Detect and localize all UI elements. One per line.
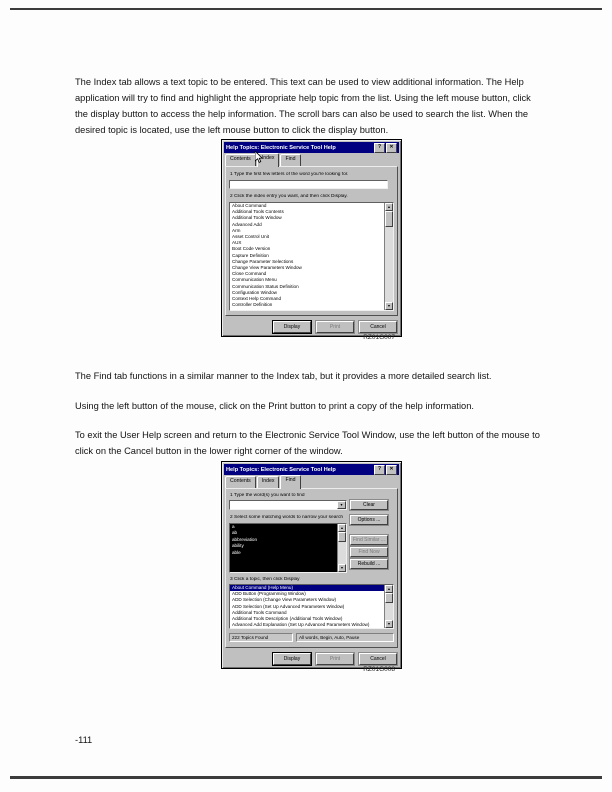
find-status-bar — [229, 633, 394, 642]
list-item[interactable]: able — [232, 549, 241, 555]
titlebar-buttons — [374, 465, 397, 475]
scroll-down-icon[interactable]: ▼ — [385, 302, 393, 310]
help-dialog-find — [221, 461, 402, 669]
topic-items — [230, 585, 384, 628]
mouse-cursor-icon — [255, 151, 263, 163]
list-item[interactable]: ADD Selection (Change View Parameters Window) — [232, 597, 337, 603]
list-item[interactable]: Context Help Command — [232, 296, 282, 302]
list-item[interactable]: Advanced Add Explanation (Set Up Advanced Parameters Window) — [232, 622, 370, 628]
page-top-rule — [10, 8, 602, 10]
find-word-combobox[interactable] — [229, 500, 347, 510]
print-button[interactable]: Print — [316, 321, 354, 333]
list-item[interactable]: ADD Selection (Set Up Advanced Parameters Window) — [232, 603, 345, 609]
titlebar[interactable] — [224, 464, 399, 475]
display-button[interactable]: Display — [273, 653, 311, 665]
list-item[interactable]: AUX — [232, 240, 242, 246]
tab-contents[interactable]: Contents — [225, 154, 256, 166]
display-button[interactable]: Display — [273, 321, 311, 333]
figure-caption: RZ01G007 — [363, 334, 395, 341]
titlebar[interactable] — [224, 142, 399, 153]
tab-find[interactable]: Find — [280, 154, 300, 166]
help-icon[interactable]: ? — [374, 465, 385, 475]
scrollbar-thumb[interactable] — [338, 532, 346, 542]
list-item[interactable]: Additional Tools Description (Additional Tools Window) — [232, 616, 343, 622]
dialog-title: Help Topics: Electronic Service Tool Help — [226, 144, 336, 151]
list-item[interactable]: Advanced Add — [232, 221, 262, 227]
figure-caption: RZ01G008 — [363, 666, 395, 673]
list-item[interactable]: ADD Button (Programming Window) — [232, 591, 306, 597]
cancel-button[interactable]: Cancel — [359, 321, 397, 333]
chevron-down-icon[interactable]: ▼ — [337, 501, 346, 509]
list-item[interactable]: abbreviation — [232, 536, 258, 542]
list-item[interactable]: Additional Tools Contents — [232, 209, 284, 215]
paragraph-exit: To exit the User Help screen and return to the Electronic Service Tool Window, use the left button of the mouse to click on the Cancel button in the lower right corner of the window. — [75, 430, 540, 457]
paragraph-index-tab: The Index tab allows a text topic to be entered. This text can be used to view additional information. The Help application will try to find and highlight the appropriate help topic from the list. Using the left mouse button, click the display button to access the help information. The scroll bars can also be used to search the list. When the desired topic is located, use the left mouse button to click the display button. — [75, 77, 531, 135]
tab-index[interactable]: Index — [257, 153, 280, 167]
scroll-down-icon[interactable]: ▼ — [338, 564, 346, 572]
list-item[interactable]: ability — [232, 543, 244, 549]
clear-button[interactable]: Clear — [350, 500, 388, 510]
tab-index[interactable]: Index — [257, 476, 280, 488]
scrollbar-track[interactable] — [385, 603, 393, 620]
index-search-input[interactable] — [229, 180, 388, 189]
vertical-scrollbar[interactable] — [337, 524, 346, 572]
find-tab-page — [225, 488, 398, 648]
print-button[interactable]: Print — [316, 653, 354, 665]
list-item[interactable]: Configuration Window — [232, 289, 277, 295]
list-item[interactable]: Additional Tools Window — [232, 215, 282, 221]
help-icon[interactable]: ? — [374, 143, 385, 153]
help-dialog-index — [221, 139, 402, 337]
page-bottom-rule — [10, 776, 602, 779]
rebuild-button[interactable]: Rebuild ... — [350, 559, 388, 569]
scroll-up-icon[interactable]: ▲ — [385, 585, 393, 593]
find-similar-button[interactable]: Find Similar ... — [350, 535, 388, 545]
scrollbar-track[interactable] — [385, 227, 393, 302]
dialog-title: Help Topics: Electronic Service Tool Help — [226, 466, 336, 473]
close-icon[interactable]: ✕ — [386, 143, 397, 153]
list-item[interactable]: Arm — [232, 227, 241, 233]
list-item[interactable]: a — [232, 524, 235, 529]
list-item[interactable]: Change View Parameters Window — [232, 265, 302, 271]
list-item[interactable]: Boot Code Version — [232, 246, 271, 252]
list-item[interactable]: Controller Definition — [232, 302, 273, 308]
step3-label: 3 Click a topic, then click Display — [230, 577, 300, 582]
vertical-scrollbar[interactable] — [384, 585, 393, 628]
close-icon[interactable]: ✕ — [386, 465, 397, 475]
combobox-value[interactable] — [230, 501, 337, 509]
step1-label: 1 Type the first few letters of the word you're looking for. — [230, 172, 349, 177]
list-item[interactable]: Communication Menu — [232, 277, 277, 283]
titlebar-buttons — [374, 143, 397, 153]
index-tab-page — [225, 166, 398, 316]
options-button[interactable]: Options ... — [350, 515, 388, 525]
step1-label: 1 Type the word(s) you want to find — [230, 493, 305, 498]
search-options-status: All words, Begin, Auto, Pause — [296, 633, 394, 642]
page-number: -111 — [75, 735, 93, 745]
tab-strip — [224, 153, 399, 166]
topic-list[interactable] — [229, 584, 394, 629]
list-item[interactable]: Asset Control Unit — [232, 234, 270, 240]
tab-strip — [224, 475, 399, 488]
list-item[interactable]: Close Command — [232, 271, 267, 277]
list-item[interactable]: Additional Tools Command — [232, 609, 287, 615]
scroll-up-icon[interactable]: ▲ — [338, 524, 346, 532]
scroll-up-icon[interactable]: ▲ — [385, 203, 393, 211]
list-item[interactable]: About Command (Help Menu) — [230, 585, 384, 591]
index-entry-items — [230, 203, 384, 310]
scroll-down-icon[interactable]: ▼ — [385, 620, 393, 628]
step2-label: 2 Click the index entry you want, and then click Display. — [230, 194, 348, 199]
tab-contents[interactable]: Contents — [225, 476, 256, 488]
dialog-button-row — [273, 321, 397, 333]
index-entry-list[interactable] — [229, 202, 394, 311]
cancel-button[interactable]: Cancel — [359, 653, 397, 665]
list-item[interactable]: ab — [232, 530, 238, 536]
list-item[interactable]: Capture Definition — [232, 252, 269, 258]
paragraph-print: Using the left button of the mouse, click on the Print button to print a copy of the help information. — [75, 401, 474, 412]
scrollbar-thumb[interactable] — [385, 593, 393, 603]
scrollbar-thumb[interactable] — [385, 211, 393, 227]
list-item[interactable]: About Command — [232, 203, 267, 208]
matching-word-items — [230, 524, 337, 572]
matching-words-list[interactable] — [229, 523, 347, 573]
topics-found-status: 222 Topics Found — [229, 633, 293, 642]
paragraph-find-tab: The Find tab functions in a similar manner to the Index tab, but it provides a more detailed search list. — [75, 371, 492, 382]
scrollbar-track[interactable] — [338, 542, 346, 564]
list-item[interactable]: Communication Status Definition — [232, 283, 299, 289]
tab-find[interactable]: Find — [280, 475, 300, 489]
vertical-scrollbar[interactable] — [384, 203, 393, 310]
list-item[interactable]: Change Parameter Selections — [232, 258, 294, 264]
find-now-button[interactable]: Find Now — [350, 547, 388, 557]
dialog-button-row — [273, 653, 397, 665]
step2-label: 2 Select some matching words to narrow your search — [230, 515, 344, 520]
